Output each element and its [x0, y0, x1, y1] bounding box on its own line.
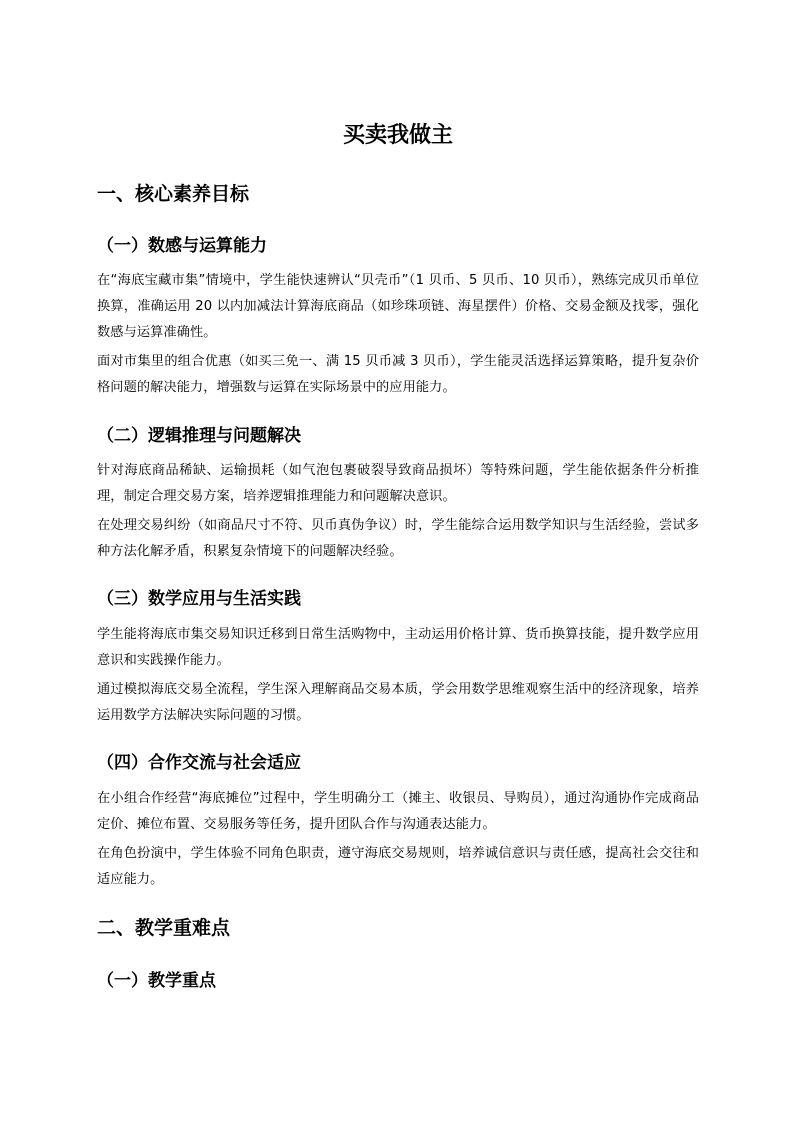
subsection-heading-cooperation: （四）合作交流与社会适应 [97, 753, 301, 773]
document-title: 买卖我做主 [342, 123, 453, 148]
subsection-heading-math-application: （三）数学应用与生活实践 [97, 589, 301, 609]
paragraph: 在角色扮演中，学生体验不同角色职责，遵守海底交易规则，培养诚信意识与责任感，提高社会交往和适应能力。 [97, 846, 699, 887]
paragraph: 学生能将海底市集交易知识迁移到日常生活购物中，主动运用价格计算、货币换算技能，提升数学应用意识和实践操作能力。 [97, 627, 699, 668]
paragraph: 在处理交易纠纷（如商品尺寸不符、贝币真伪争议）时，学生能综合运用数学知识与生活经验，尝试多种方法化解矛盾，积累复杂情境下的问题解决经验。 [97, 518, 699, 559]
section-heading-core-goals: 一、核心素养目标 [97, 183, 250, 205]
subsection-heading-teaching-focus: （一）教学重点 [97, 971, 216, 991]
paragraph: 针对海底商品稀缺、运输损耗（如气泡包裹破裂导致商品损坏）等特殊问题，学生能依据条件分析推理，制定合理交易方案，培养逻辑推理能力和问题解决意识。 [97, 463, 699, 504]
paragraph: 在小组合作经营“海底摊位”过程中，学生明确分工（摊主、收银员、导购员），通过沟通协作完成商品定价、摊位布置、交易服务等任务，提升团队合作与沟通表达能力。 [97, 791, 699, 832]
paragraph: 通过模拟海底交易全流程，学生深入理解商品交易本质，学会用数学思维观察生活中的经济现象，培养运用数学方法解决实际问题的习惯。 [97, 682, 699, 723]
subsection-heading-logic-reasoning: （二）逻辑推理与问题解决 [97, 426, 301, 446]
subsection-heading-number-sense: （一）数感与运算能力 [97, 236, 267, 256]
paragraph: 面对市集里的组合优惠（如买三免一、满 15 贝币减 3 贝币），学生能灵活选择运算策略，提升复杂价格问题的解决能力，增强数与运算在实际场景中的应用能力。 [97, 354, 699, 395]
section-heading-key-points: 二、教学重难点 [97, 917, 231, 939]
paragraph: 在“海底宝藏市集”情境中，学生能快速辨认“贝壳币”（1 贝币、5 贝币、10 贝币），熟练完成贝币单位换算，准确运用 20 以内加减法计算海底商品（如珍珠项链、海星摆件）价格、交易金额及找零，强化数感与运算准确性。 [97, 273, 699, 340]
